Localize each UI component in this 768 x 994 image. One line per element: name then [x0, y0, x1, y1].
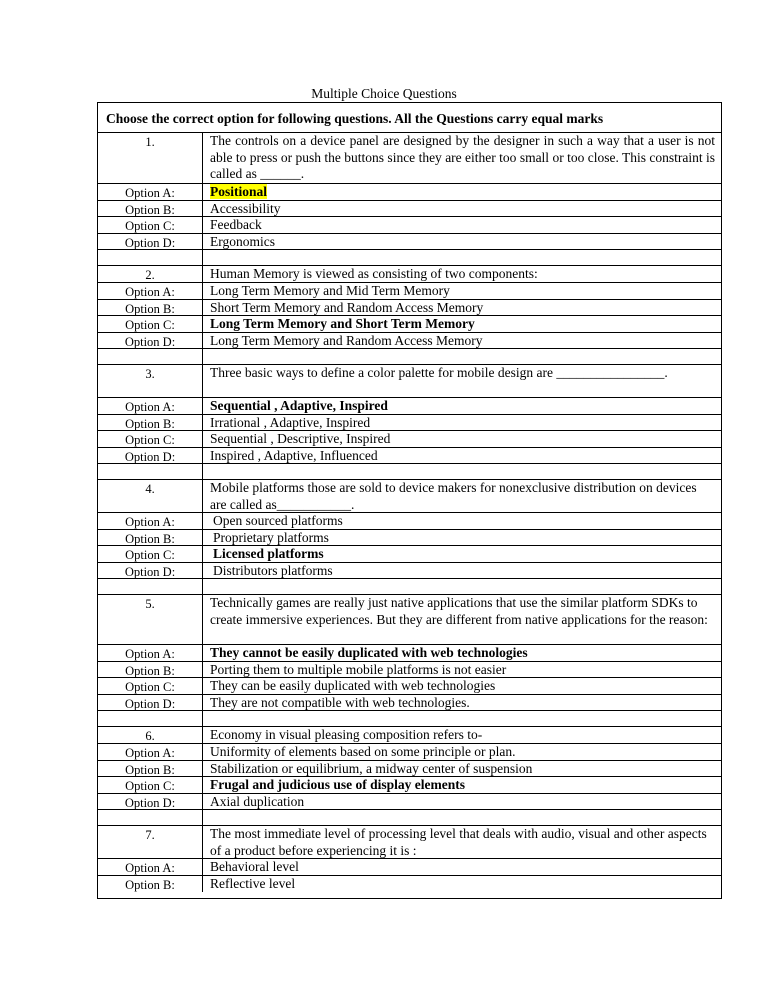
option-text: Open sourced platforms: [213, 513, 343, 528]
option-row: [98, 431, 721, 448]
option-row: [98, 217, 721, 234]
option-row: [98, 448, 721, 465]
option-label: Option B:: [98, 876, 203, 893]
question-text: The most immediate level of processing level that deals with audio, visual and other aspects of a product before experiencing it is :: [210, 826, 707, 858]
option-text-answer: Licensed platforms: [213, 546, 324, 561]
option-row: [98, 761, 721, 778]
option-text: Irrational , Adaptive, Inspired: [210, 414, 371, 430]
option-label: Option A:: [98, 184, 203, 200]
question-text: The controls on a device panel are designed by the designer in such a way that a user is not able to press or push the buttons since they are either too small or too close. This constraint is called as ______.: [210, 133, 715, 181]
option-label: Option C:: [98, 431, 203, 447]
option-row: [98, 333, 721, 350]
option-text: Inspired , Adaptive, Influenced: [210, 447, 378, 463]
option-label: Option C:: [98, 546, 203, 562]
option-text-answer: They cannot be easily duplicated with web technologies: [210, 645, 528, 660]
option-label: Option C:: [98, 217, 203, 233]
option-text: Distributors platforms: [213, 562, 333, 578]
question-text: Three basic ways to define a color palette for mobile design are ________________.: [210, 365, 668, 380]
question-number: 5.: [98, 595, 203, 644]
option-label: Option B:: [98, 761, 203, 777]
option-row: [98, 300, 721, 317]
option-row: [98, 398, 721, 415]
option-row: [98, 678, 721, 695]
spacer-row: [98, 579, 721, 595]
option-text: Long Term Memory and Mid Term Memory: [210, 283, 450, 298]
option-label: Option C:: [98, 777, 203, 793]
option-text: They are not compatible with web technologies.: [210, 694, 470, 710]
option-text: Axial duplication: [210, 793, 305, 809]
question-number: 7.: [98, 826, 203, 858]
option-row: [98, 201, 721, 218]
option-text: Short Term Memory and Random Access Memory: [210, 299, 484, 315]
question-row: [98, 365, 721, 398]
spacer-row: [98, 250, 721, 266]
option-row: [98, 530, 721, 547]
question-row: [98, 727, 721, 744]
option-row: [98, 184, 721, 201]
instructions-header: Choose the correct option for following questions. All the Questions carry equal marks: [98, 103, 721, 133]
option-text: Stabilization or equilibrium, a midway center of suspension: [210, 760, 533, 776]
option-label: Option D:: [98, 695, 203, 711]
spacer-row: [98, 464, 721, 480]
question-row: [98, 266, 721, 283]
option-row: [98, 513, 721, 530]
option-text: Long Term Memory and Random Access Memory: [210, 332, 483, 348]
option-row: [98, 546, 721, 563]
option-row: [98, 662, 721, 679]
option-label: Option B:: [98, 300, 203, 316]
page-title: Multiple Choice Questions: [311, 86, 457, 101]
option-label: Option A:: [98, 398, 203, 414]
question-row: [98, 133, 721, 184]
option-label: Option B:: [98, 530, 203, 546]
spacer-row: [98, 349, 721, 365]
option-text: They can be easily duplicated with web technologies: [210, 678, 496, 693]
option-label: Option C:: [98, 678, 203, 694]
question-number: 6.: [98, 727, 203, 743]
mcq-table: [97, 102, 722, 899]
question-text: Human Memory is viewed as consisting of two components:: [210, 266, 538, 281]
option-row: [98, 695, 721, 712]
option-label: Option A:: [98, 283, 203, 299]
option-text-answer: Sequential , Adaptive, Inspired: [210, 398, 388, 413]
option-label: Option A:: [98, 645, 203, 661]
question-number: 3.: [98, 365, 203, 397]
option-label: Option A:: [98, 744, 203, 760]
option-text: Uniformity of elements based on some principle or plan.: [210, 744, 516, 759]
option-text: Accessibility: [210, 200, 281, 216]
question-text: Technically games are really just native applications that use the similar platform SDKs to create immersive experiences. But they are different from native applications for the reason:: [210, 595, 708, 627]
option-label: Option B:: [98, 415, 203, 431]
option-row: [98, 645, 721, 662]
option-row: [98, 563, 721, 580]
option-text: Reflective level: [210, 875, 296, 891]
question-row: [98, 595, 721, 645]
spacer-row: [98, 810, 721, 826]
option-text: Ergonomics: [210, 233, 275, 249]
option-row: [98, 859, 721, 876]
option-label: Option D:: [98, 234, 203, 250]
question-text: Mobile platforms those are sold to device makers for nonexclusive distribution on devices are called as___________.: [210, 480, 697, 512]
option-label: Option D:: [98, 794, 203, 810]
option-row: [98, 794, 721, 811]
question-row: [98, 826, 721, 859]
option-label: Option A:: [98, 513, 203, 529]
option-text-answer: Long Term Memory and Short Term Memory: [210, 316, 475, 331]
option-label: Option B:: [98, 201, 203, 217]
option-label: Option D:: [98, 333, 203, 349]
option-text-answer-highlighted: Positional: [210, 184, 268, 199]
question-number: 2.: [98, 266, 203, 282]
option-text-answer: Frugal and judicious use of display elements: [210, 777, 466, 792]
option-label: Option A:: [98, 859, 203, 875]
question-text: Economy in visual pleasing composition refers to-: [210, 727, 483, 742]
option-text: Behavioral level: [210, 859, 299, 874]
option-text: Porting them to multiple mobile platforms is not easier: [210, 661, 507, 677]
option-row: [98, 234, 721, 251]
option-row: [98, 777, 721, 794]
option-row: [98, 744, 721, 761]
option-row: [98, 316, 721, 333]
option-text: Feedback: [210, 217, 262, 232]
option-row: [98, 876, 721, 893]
option-label: Option D:: [98, 563, 203, 579]
spacer-row: [98, 711, 721, 727]
question-number: 1.: [98, 133, 203, 183]
option-label: Option D:: [98, 448, 203, 464]
option-label: Option C:: [98, 316, 203, 332]
question-row: [98, 480, 721, 513]
option-text: Sequential , Descriptive, Inspired: [210, 431, 391, 446]
question-number: 4.: [98, 480, 203, 512]
option-row: [98, 283, 721, 300]
option-label: Option B:: [98, 662, 203, 678]
option-text: Proprietary platforms: [213, 529, 329, 545]
option-row: [98, 415, 721, 432]
